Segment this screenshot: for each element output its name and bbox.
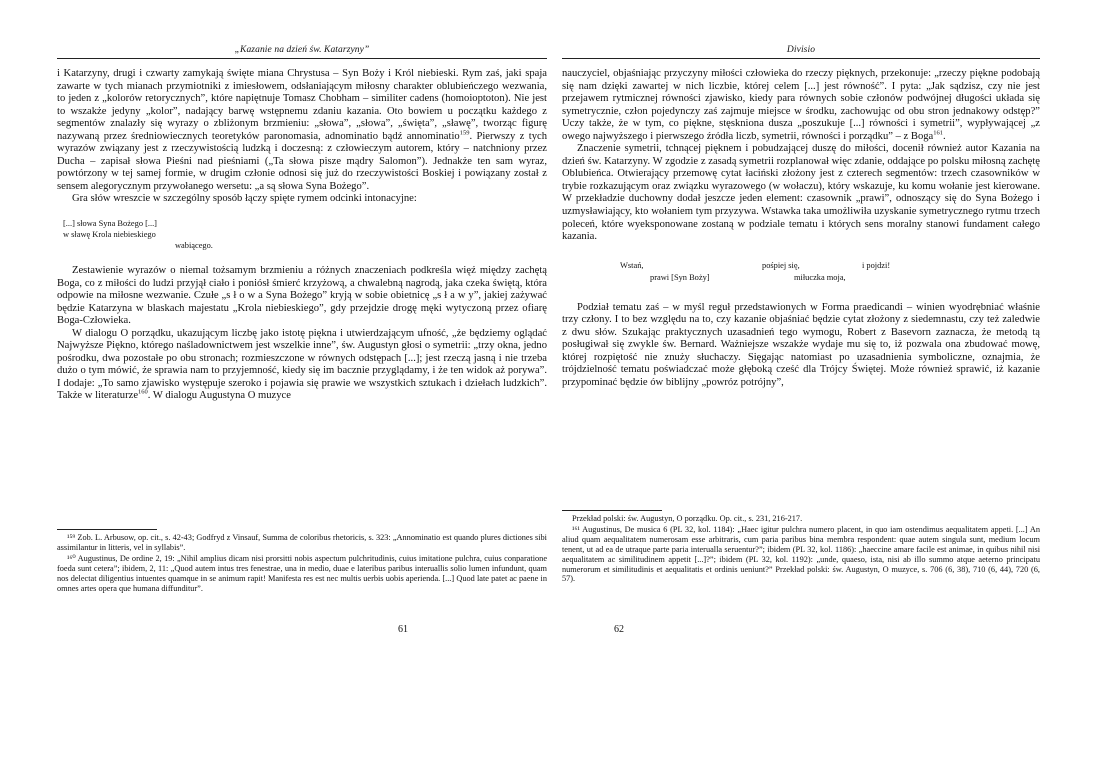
paragraph-text: i Katarzyny, drugi i czwarty zamykają święte miana Chrystusa – Syn Boży i Król niebieski. Rym zaś, jaki spaja zawarte w tych mianach przymiotniki z imiesłowem, odsłaniającym miłosny charakter oblubieńczego wezwania, to jeden z „kolorów retorycznych”, które napiętnuje Tomasz Chobham – similiter cadens (homoioptoton). Nie jest to wszakże jedyny „kolor”, nadający barwę wstępnemu zdaniu kazania. Oto bowiem u początku każdego z segmentów znalazły się wyrazy o zbliżonym brzmieniu: „słowa”, „słowa”, „święta”, „sławę”, tworząc figurę nazywaną przez średniowiecznych teoretyków paronomasia, adnominatio bądź annominatio <box>57 68 547 142</box>
footnotes <box>57 533 547 594</box>
paragraph: Podział tematu zaś – w myśl reguł przedstawionych w Forma praedicandi – winien wyodrębniać właśnie trzy człony. I to bez względu na to, czy kazanie objaśniać będzie cytat złożony z siedemnastu, czy też zaledwie z dwu słów. Szukając praktycznych uzasadnień tego wymogu, Robert z Basevorn zaznacza, że metodą tą posługiwał się zwykle św. Bernard. Ważniejsze wszakże wydaje mu się to, iż pozwala ona zbudować mowę, której rozpiętość nie znuży słuchaczy. Sięgając natomiast po uzasadnienia symboliczne, oznajmia, że trójdzielność tematu poświadczać może głęboką cześć dla Trójcy Świętej. Może również sprawić, iż kazanie przypominać będzie ów biblijny „powróz potrójny”, <box>562 301 1040 388</box>
running-head: Divisio <box>786 45 816 55</box>
verse-quote <box>562 258 1040 288</box>
verse-word: i pojdzi! <box>862 260 891 270</box>
verse-word: miłuczka moja, <box>794 272 846 282</box>
footnote: ¹⁵⁹ Zob. L. Arbusow, op. cit., s. 42-43; Godfryd z Vinsauf, Summa de coloribus rhetoricis, s. 323: „Annominatio est quando plures dictiones sibi assimilantur in litteris, vel in syllabis”. <box>57 533 547 552</box>
paragraph-text: . Pierwszy z tych wyrazów związany jest z rzeczywistością ludzką i doczesną: z człowieczym autorem, który – natchniony przez Ducha – zapisał słowa Pieśni nad pieśniami („Ta słowa pisze mądry Salomon”). Jednakże ten sam wyraz, powtórzony w tej samej formie, w drugim członie odnosi się już do rzeczywistości Boskiej i powiązany został z sensem alegorycznym przywołanego wersetu: „a są słowa Syna Bożego”. <box>57 130 547 192</box>
left-page <box>57 0 547 777</box>
header-rule <box>562 58 1040 59</box>
paragraph <box>57 68 547 193</box>
page-number: 61 <box>398 624 408 635</box>
running-head: „Kazanie na dzień św. Katarzyny” <box>234 45 370 55</box>
paragraph <box>57 328 547 403</box>
right-page <box>562 0 1040 777</box>
footnotes <box>562 514 1040 585</box>
paragraph-text: W dialogu O porządku, ukazującym liczbę jako istotę piękna i utwierdzającym ufność, „że będziemy oglądać Najwyższe Piękno, którego naśladownictwem jest wszelkie inne”, św. Augustyn głosi o symetrii: „trzy okna, jedno pośrodku, dwa pozostałe po obu stronach; rozmieszczone w równych odstępach [...]; jest rzeczą jasną i nie trzeba dużo o tym mówić, że sprawia nam to przyjemność, kiedy się im bacznie przyglądamy, i że ten widok aż porywa”. I dodaje: „To samo zjawisko występuje szeroko i pojawia się prawie we wszystkich sztukach i dziełach ludzkich”. Także w literaturze <box>57 327 547 402</box>
verse-line: wabiącego. <box>175 241 213 251</box>
page-number: 62 <box>614 624 624 635</box>
footnote: ¹⁶⁰ Augustinus, De ordine 2, 19: „Nihil amplius dicam nisi prorsitti nobis aspectum pulchritudinis, cuius imitatione pulchra, cuius conparatione foeda sunt cetera”; ibidem, 2, 11: „Quod autem intus tres fenestrae, una in medio, duae e lateribus paribus interuallis solio lumen infundunt, quam nos delectat diligentius intuentes quamque in se animum rapit! Manifesta res est nec multis uerbis uobis aperienda. [...] Quod late patet ac paene in omnes artes opera que humana diffunditur”. <box>57 553 547 593</box>
verse-line: w sławę Krola niebieskiego <box>63 230 156 240</box>
verse-word: Wstań, <box>620 260 644 270</box>
footnote-rule <box>57 529 157 530</box>
paragraph: Znaczenie symetrii, tchnącej pięknem i pobudzającej duszę do miłości, docenił również autor Kazania na dzień św. Katarzyny. W zgodzie z zasadą symetrii rozplanował więc zdanie, oddające po polsku miłosną zachętę Oblubieńca. Otwierający przemowę cytat łaciński złożony jest z czterech segmentów: trzech czasowników w trybie rozkazującym oraz związku wyrazowego (w wołaczu), który wskazuje, ku komu wołanie jest kierowane. W przekładzie duchowny dodał jeszcze jeden element: czasownik „prawi”, odnoszący się do Syna Bożego i uzmysławiający, kto wołaniem tym przyzywa. Wstawka taka umożliwiła uzyskanie symetrycznego rytmu trzech poleceń, które wyeksponowane zostaną w podziale tematu i których sens moralny stanowi fundament całego kazania. <box>562 143 1040 243</box>
verse-word: pośpiej się, <box>762 260 800 270</box>
paragraph-text: . W dialogu Augustyna O muzyce <box>147 390 291 402</box>
body-text <box>562 68 1040 389</box>
footnote-ref: 159 <box>459 129 470 137</box>
paragraph: Zestawienie wyrazów o niemal tożsamym brzmieniu a różnych znaczeniach podkreśla więź między zachętą Boga, co z miłości do ludzi przyjął ciało i poniósł śmierć krzyżową, a chwalebną nagrodą, jaka czeka świętą, która odpowie na miłosne wezwanie. Czułe „s ł o w a Syna Bożego” kryją w sobie obietnicę „s ł a w y”, jakiej zażywać będzie Katarzyna w blaskach majestatu „Krola niebieskiego”, gdy przejdzie drogę męki wytyczoną przez ofiarę Boga-Człowieka. <box>57 265 547 327</box>
paragraph: nauczyciel, objaśniając przyczyny miłości człowieka do rzeczy pięknych, przekonuje: „rzeczy piękne podobają się nam dzięki zawartej w nich liczbie, której celem [...] jest równość”. I pyta: „Jak sądzisz, czy nie jest przejawem rytmicznej równości zjawisko, kiedy para równych sobie członów podwójnej długości układa się symetrycznie, człon pojedynczy zaś zajmuje miejsce w środku, zachowując od obu stron jednakowy odstęp?” Uczy także, że w tym, co piękne, stęskniona dusza „poszukuje [...] równości i symetrii”, wypływającej „z owego najwyższego i pierwszego źródła liczb, symetrii, równości i porządku” – z Boga$^{161}$. <box>562 68 1040 142</box>
paragraph-text: nauczyciel, objaśniając przyczyny miłości człowieka do rzeczy pięknych, przekonuje: „rzeczy piękne podobają się nam dzięki zawartej w nich liczbie, której celem [...] jest równość”. I pyta: „Jak sądzisz, czy nie jest przejawem rytmicznej równości zjawisko, kiedy para równych sobie członów podwójnej długości układa się symetrycznie, człon pojedynczy zaś zajmuje miejsce w środku, zachowując od obu stron jednakowy odstęp?” Uczy także, że w tym, co piękne, stęskniona dusza „poszukuje [...] równości i symetrii”, wypływającej „z owego najwyższego i pierwszego źródła liczb, symetrii, równości i porządku” – z Boga <box>562 68 1040 142</box>
footnote-ref: 161 <box>933 129 944 137</box>
verse-quote <box>63 218 547 251</box>
footnote-ref: 160 <box>138 388 148 396</box>
footnote: ¹⁶¹ Augustinus, De musica 6 (PL 32, kol. 1184): „Haec igitur pulchra numero placent, in quo iam ostendimus aequalitatem appeti. [...] An aliud quam aequalitatem numerosam esse arbitraris, cum paria paribus bina membra respondent: quae autem singula sunt, medium locum tenent, ut ad ea de utraque parte paria interualla seruentur?”; ibidem (PL 32, kol. 1186): „haeccine amare facile est animae, in quibus nihil nisi aequalitatem ac similitudinem appetit [...]?”; ibidem (PL 32, kol. 1192): „unde, quaeso, ista, nisi ab illo summo atque aeterno principatu numerorum et similitudinis et aequalitatis et ordinis ueniunt?” Przekład polski: św. Augustyn, O muzyce, s. 706 (6, 38), 710 (6, 44), 720 (6, 57). <box>562 524 1040 584</box>
verse-word: prawi [Syn Boży] <box>650 272 710 282</box>
header-rule <box>57 58 547 59</box>
footnote-rule <box>562 510 662 511</box>
paragraph: Gra słów wreszcie w szczególny sposób łączy spięte rymem odcinki intonacyjne: <box>72 193 417 205</box>
body-text <box>57 68 547 403</box>
verse-line: [...] słowa Syna Bożego [...] <box>63 219 157 229</box>
footnote: Przekład polski: św. Augustyn, O porządku. Op. cit., s. 231, 216-217. <box>572 514 803 523</box>
